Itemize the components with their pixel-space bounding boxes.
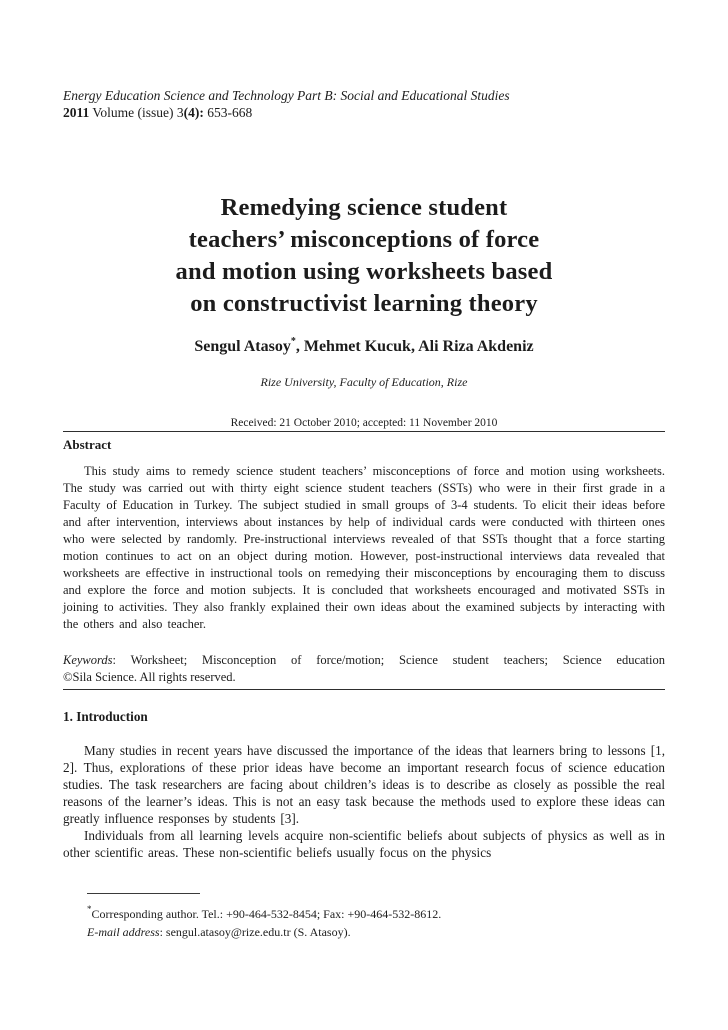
copyright-line: ©Sila Science. All rights reserved. (63, 670, 236, 684)
journal-volume-line (63, 104, 665, 121)
keywords-text: : Worksheet; Misconception of force/motion; Science student teachers; Science education (112, 653, 665, 667)
title-line-4: on constructivist learning theory (190, 290, 538, 317)
email-address-label: E-mail address (87, 925, 160, 939)
footnote-asterisk: * (87, 904, 92, 914)
title-line-2: teachers’ misconceptions of force (188, 226, 540, 253)
authors-line (63, 337, 665, 357)
keywords-label: Keywords (63, 653, 113, 667)
abstract-divider (63, 689, 665, 690)
email-address-value: : sengul.atasoy@rize.edu.tr (S. Atasoy). (159, 925, 351, 939)
journal-name: Energy Education Science and Technology Part B: Social and Educational Studies (63, 88, 510, 103)
journal-pages: 653-668 (203, 105, 253, 120)
article-title (63, 192, 665, 320)
received-accepted-line: Received: 21 October 2010; accepted: 11 November 2010 (230, 417, 498, 429)
journal-header (63, 87, 665, 121)
authors-rest: , Mehmet Kucuk, Ali Riza Akdeniz (295, 338, 534, 355)
intro-paragraph-2: Individuals from all learning levels acquire non-scientific beliefs about subjects of physics as well as in other scientific areas. These non-scientific beliefs usually focus on the physics (63, 828, 665, 860)
abstract-text: This study aims to remedy science student teachers’ misconceptions of force and motion using worksheets. The study was carried out with thirty eight science student teachers (SSTs) who were in their first grade in a Faculty of Education in Turkey. The subject studied in small groups of 3-4 students. To elicit their ideas before and after intervention, interviews about instances by help of individual cards were conducted with thirteen ones who were selected by randomly. Pre-instructional interviews revealed of that SSTs thought that a force starting motion continues to act on an object during motion. However, post-instructional interviews data revealed that worksheets are effective in instructional tools on remedying their misconceptions by encouraging them to discuss and explore the force and motion subjects. It is concluded that worksheets encouraged and motivated SSTs in joining to activities. They also frankly explained their own ideas about the examined subjects by interacting with the others and also teacher. (63, 464, 665, 631)
journal-volume-label: Volume (issue) 3 (89, 105, 184, 120)
header-divider (63, 431, 665, 432)
title-line-3: and motion using worksheets based (175, 258, 553, 285)
intro-paragraph-1: Many studies in recent years have discussed the importance of the ideas that learners bring to lessons [1, 2]. Thus, explorations of these prior ideas have become an important research focus of science education studies. The task researchers are facing about children’s ideas is to describe as closely as possible the real reasons of the learner’s ideas. This is not an easy task because the methods used to explore these ideas can greatly influence responses by students [3]. (63, 743, 665, 826)
title-line-1: Remedying science student (220, 194, 508, 221)
keywords-line (63, 652, 665, 669)
affiliation: Rize University, Faculty of Education, Rize (260, 375, 468, 389)
footnote-line-1 (87, 905, 665, 923)
introduction-heading: 1. Introduction (63, 709, 148, 724)
author-first: Sengul Atasoy (194, 338, 291, 355)
footnote (63, 887, 665, 941)
journal-year: 2011 (63, 105, 90, 120)
abstract-heading: Abstract (63, 437, 112, 452)
corresponding-author-contact: Corresponding author. Tel.: +90-464-532-8454; Fax: +90-464-532-8612. (91, 907, 442, 921)
footnote-rule (87, 893, 200, 894)
corresponding-author-asterisk: * (290, 335, 296, 347)
footnote-line-2 (87, 923, 665, 941)
journal-issue: (4): (183, 105, 204, 120)
footnote-text (87, 905, 665, 941)
